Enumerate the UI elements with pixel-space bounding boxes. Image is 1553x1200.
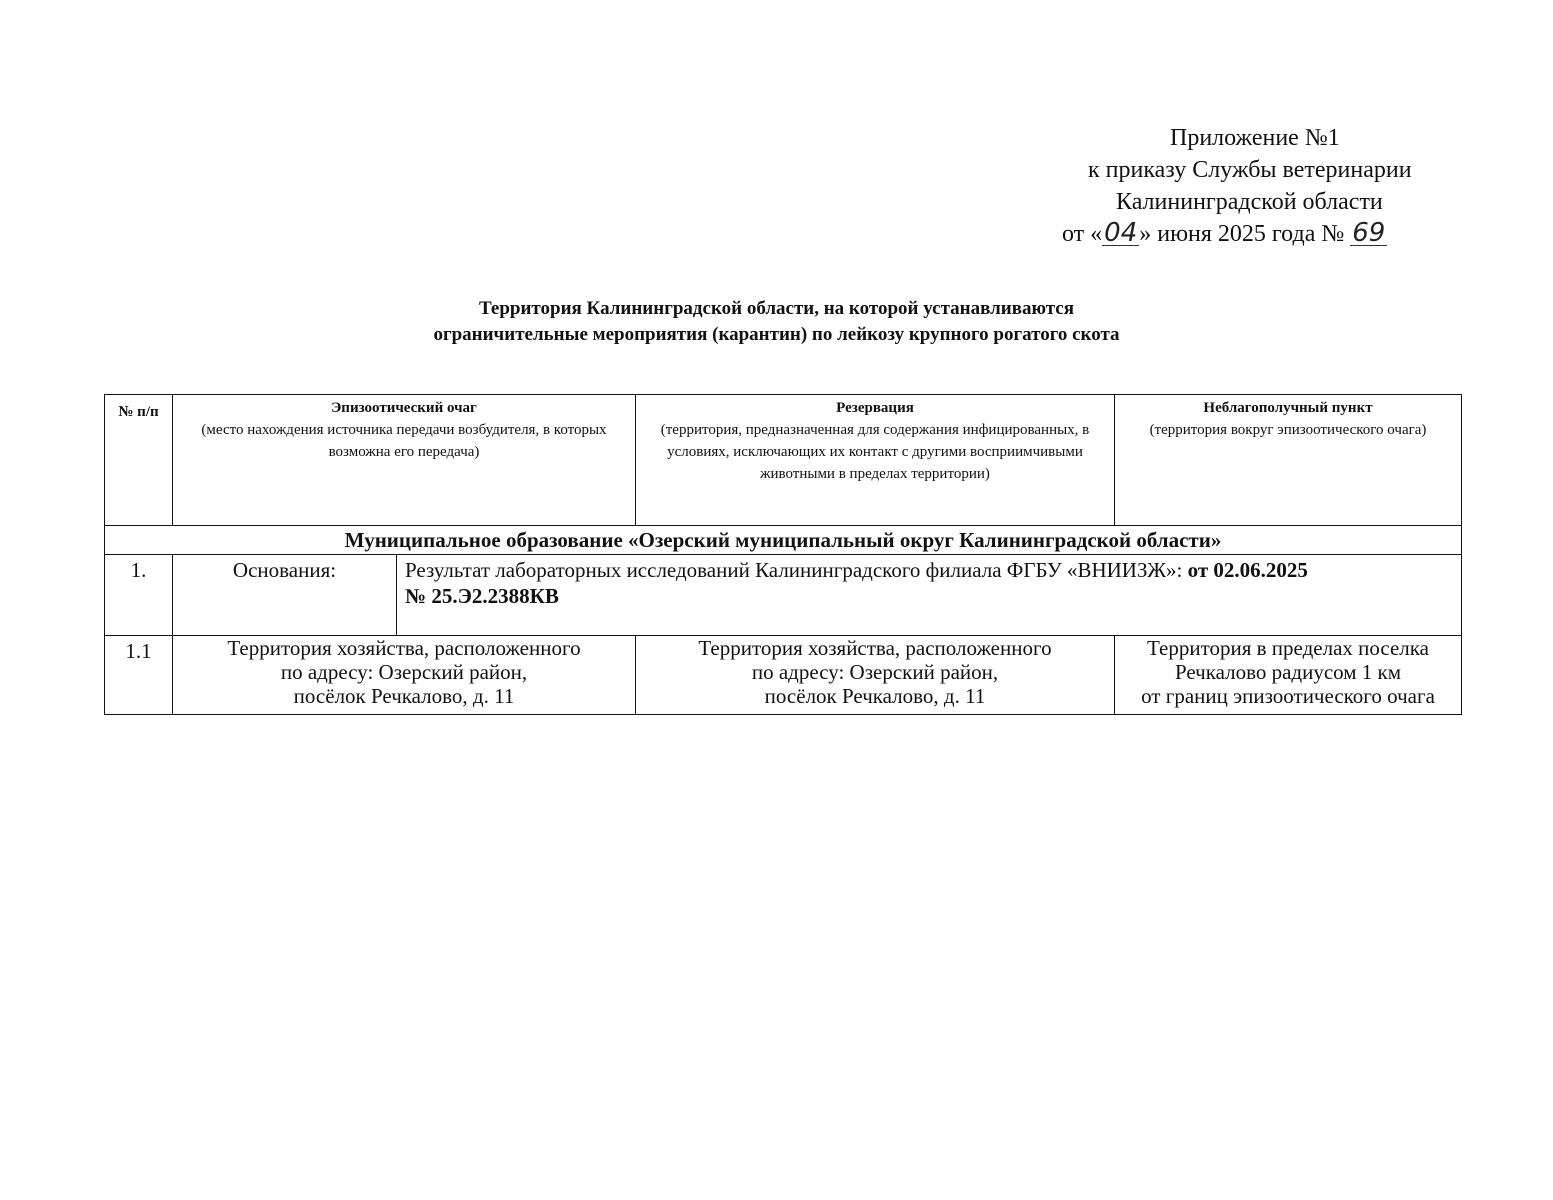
header-number: № п/п xyxy=(105,395,173,526)
table-row xyxy=(105,555,1462,636)
reservation-cell xyxy=(636,636,1115,715)
title-line-2: ограничительные мероприятия (карантин) по лейкозу крупного рогатого скота xyxy=(433,324,1120,345)
title-line-1: Территория Калининградской области, на которой устанавливаются xyxy=(478,298,1075,319)
appendix-region: Калининградской области xyxy=(1116,189,1383,215)
basis-date: от 02.06.2025 xyxy=(1187,558,1308,582)
municipality-name: Муниципальное образование «Озерский муниципальный округ Калининградской области» xyxy=(105,526,1462,555)
appendix-date-line xyxy=(1040,218,1480,250)
basis-text xyxy=(397,555,1462,636)
focus-line-1: Территория хозяйства, расположенного xyxy=(227,636,581,660)
point-line-1: Территория в пределах поселка xyxy=(1147,636,1429,660)
focus-line-3: посёлок Речкалово, д. 11 xyxy=(293,684,515,708)
quarantine-table xyxy=(104,394,1462,715)
reservation-line-2: по адресу: Озерский район, xyxy=(751,660,999,684)
header-reservation-title: Резервация xyxy=(836,400,914,416)
header-point xyxy=(1115,395,1462,526)
point-line-3: от границ эпизоотического очага xyxy=(1141,684,1435,708)
header-focus-title: Эпизоотический очаг xyxy=(331,400,477,416)
point-line-2: Речкалово радиусом 1 км xyxy=(1174,660,1402,684)
table-row xyxy=(105,636,1462,715)
basis-number: № 25.Э2.2388КВ xyxy=(405,584,559,608)
reservation-line-1: Территория хозяйства, расположенного xyxy=(698,636,1052,660)
basis-label: Основания: xyxy=(173,555,397,636)
header-reservation-desc: (территория, предназначенная для содержания инфицированных, в условиях, исключающих их контакт с другими восприимчивыми животными в пределах территории) xyxy=(660,422,1090,482)
basis-description: Результат лабораторных исследований Калининградского филиала ФГБУ «ВНИИЗЖ»: xyxy=(405,558,1183,582)
table-header-row xyxy=(105,395,1462,526)
handwritten-day: 04 xyxy=(1104,218,1138,248)
focus-line-2: по адресу: Озерский район, xyxy=(280,660,528,684)
row-number: 1. xyxy=(105,555,173,636)
point-cell xyxy=(1115,636,1462,715)
header-reservation xyxy=(636,395,1115,526)
date-middle: » июня 2025 года № xyxy=(1139,221,1345,247)
municipality-row xyxy=(105,526,1462,555)
header-point-title: Неблагополучный пункт xyxy=(1203,400,1373,416)
appendix-title: Приложение №1 xyxy=(1170,125,1340,151)
appendix-order-ref: к приказу Службы ветеринарии xyxy=(1088,157,1412,183)
reservation-line-3: посёлок Речкалово, д. 11 xyxy=(764,684,986,708)
appendix-block xyxy=(1040,122,1480,250)
date-prefix: от « xyxy=(1062,221,1103,247)
header-focus xyxy=(173,395,636,526)
header-focus-desc: (место нахождения источника передачи возбудителя, в которых возможна его передача) xyxy=(201,422,607,460)
handwritten-order-number: 69 xyxy=(1352,218,1386,248)
row-number: 1.1 xyxy=(105,636,173,715)
document-title xyxy=(0,296,1553,348)
focus-cell xyxy=(173,636,636,715)
header-point-desc: (территория вокруг эпизоотического очага) xyxy=(1149,422,1427,438)
